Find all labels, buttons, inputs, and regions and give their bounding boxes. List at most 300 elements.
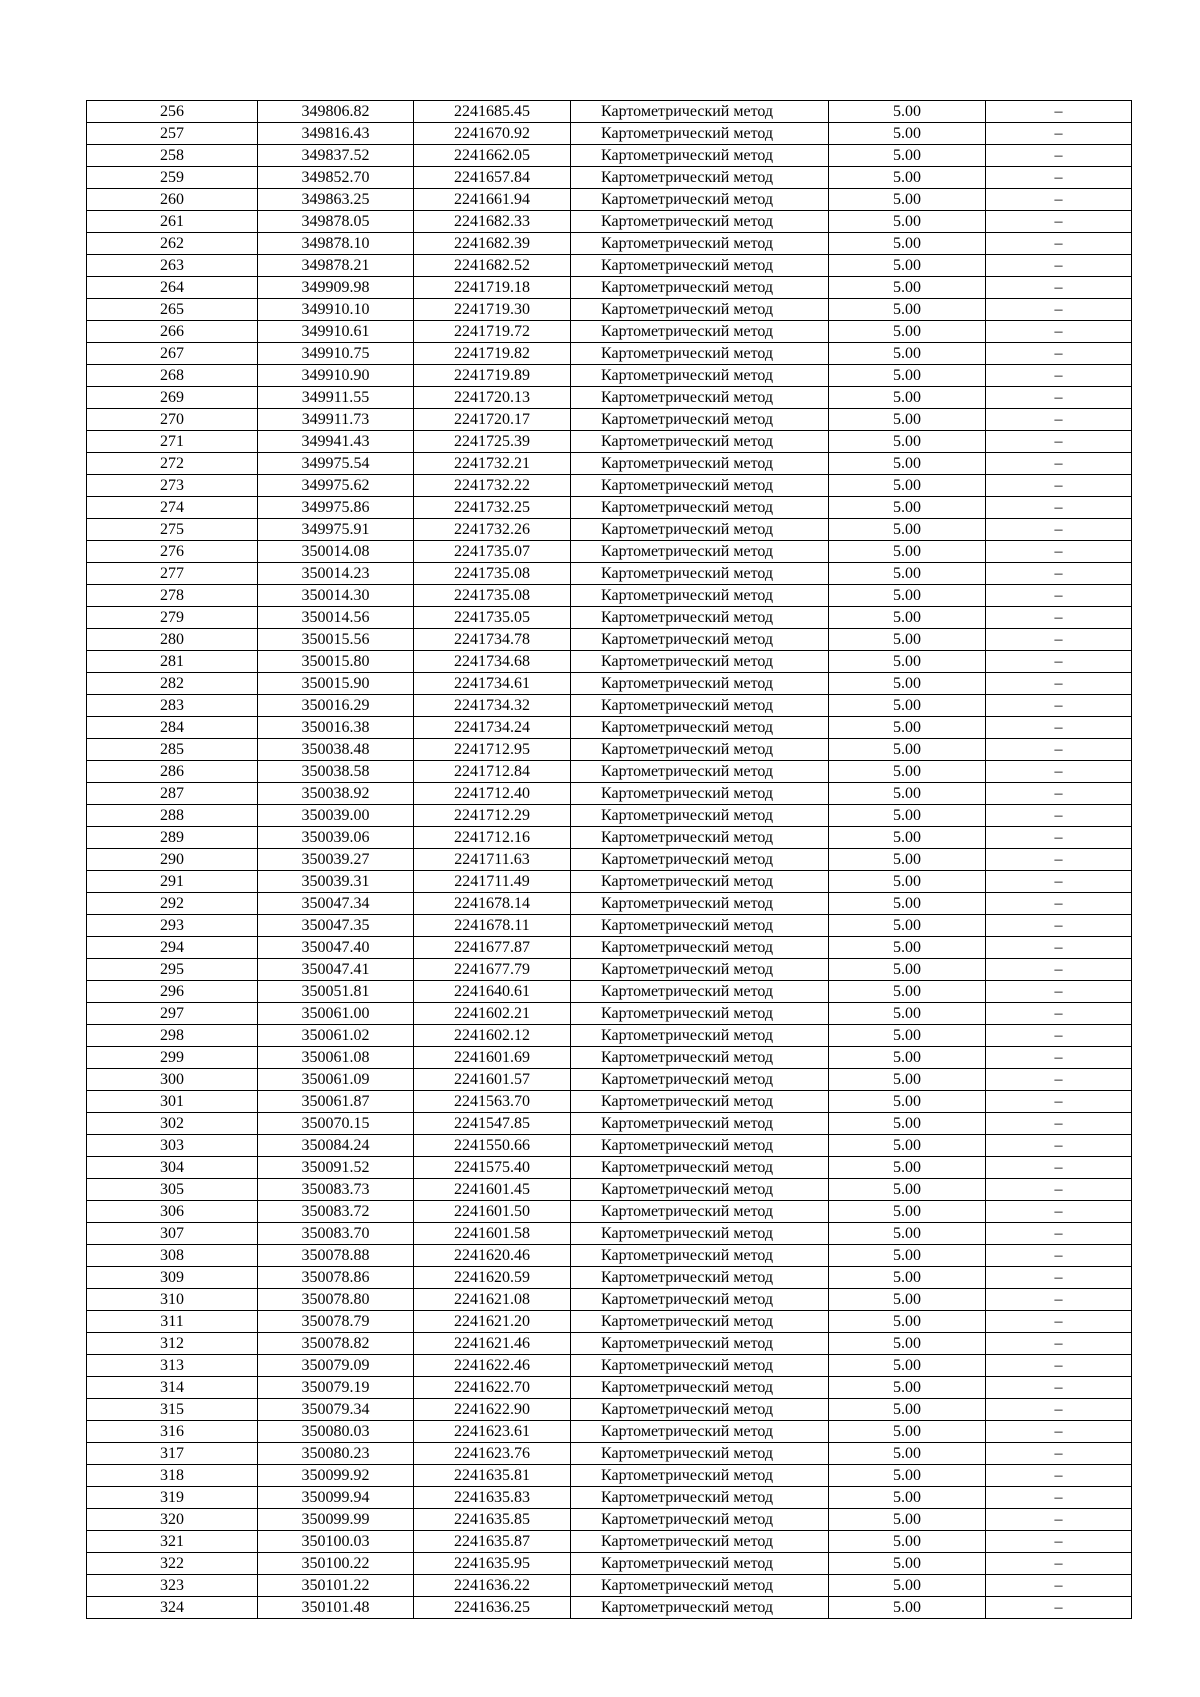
cell-coord-x: 350039.27 bbox=[258, 849, 414, 871]
cell-method: Картометрический метод bbox=[571, 739, 829, 761]
cell-coord-x: 350070.15 bbox=[258, 1113, 414, 1135]
cell-method: Картометрический метод bbox=[571, 1157, 829, 1179]
cell-point-number: 307 bbox=[87, 1223, 258, 1245]
table-row bbox=[87, 563, 1132, 585]
cell-point-number: 267 bbox=[87, 343, 258, 365]
table-row bbox=[87, 761, 1132, 783]
cell-method: Картометрический метод bbox=[571, 189, 829, 211]
cell-coord-x: 350099.99 bbox=[258, 1509, 414, 1531]
cell-accuracy: 5.00 bbox=[829, 761, 986, 783]
table-row bbox=[87, 1069, 1132, 1091]
cell-method: Картометрический метод bbox=[571, 1333, 829, 1355]
table-row bbox=[87, 827, 1132, 849]
cell-point-number: 273 bbox=[87, 475, 258, 497]
cell-note: – bbox=[986, 1399, 1132, 1421]
cell-point-number: 314 bbox=[87, 1377, 258, 1399]
cell-coord-x: 349878.21 bbox=[258, 255, 414, 277]
table-row bbox=[87, 585, 1132, 607]
cell-method: Картометрический метод bbox=[571, 1553, 829, 1575]
cell-point-number: 269 bbox=[87, 387, 258, 409]
cell-accuracy: 5.00 bbox=[829, 805, 986, 827]
cell-coord-y: 2241602.12 bbox=[414, 1025, 571, 1047]
cell-coord-x: 350047.35 bbox=[258, 915, 414, 937]
table-row bbox=[87, 453, 1132, 475]
cell-point-number: 262 bbox=[87, 233, 258, 255]
cell-method: Картометрический метод bbox=[571, 1399, 829, 1421]
cell-method: Картометрический метод bbox=[571, 1311, 829, 1333]
cell-accuracy: 5.00 bbox=[829, 1421, 986, 1443]
cell-method: Картометрический метод bbox=[571, 1135, 829, 1157]
cell-coord-y: 2241622.90 bbox=[414, 1399, 571, 1421]
cell-accuracy: 5.00 bbox=[829, 827, 986, 849]
cell-coord-y: 2241734.68 bbox=[414, 651, 571, 673]
cell-point-number: 302 bbox=[87, 1113, 258, 1135]
cell-note: – bbox=[986, 959, 1132, 981]
cell-method: Картометрический метод bbox=[571, 827, 829, 849]
cell-coord-y: 2241732.25 bbox=[414, 497, 571, 519]
table-row bbox=[87, 1311, 1132, 1333]
cell-method: Картометрический метод bbox=[571, 453, 829, 475]
table-row bbox=[87, 959, 1132, 981]
cell-point-number: 270 bbox=[87, 409, 258, 431]
cell-note: – bbox=[986, 783, 1132, 805]
cell-coord-x: 350061.87 bbox=[258, 1091, 414, 1113]
cell-point-number: 311 bbox=[87, 1311, 258, 1333]
cell-point-number: 315 bbox=[87, 1399, 258, 1421]
cell-coord-x: 349941.43 bbox=[258, 431, 414, 453]
cell-coord-x: 350083.72 bbox=[258, 1201, 414, 1223]
table-row bbox=[87, 475, 1132, 497]
cell-method: Картометрический метод bbox=[571, 717, 829, 739]
cell-note: – bbox=[986, 255, 1132, 277]
cell-point-number: 259 bbox=[87, 167, 258, 189]
cell-coord-y: 2241732.21 bbox=[414, 453, 571, 475]
cell-method: Картометрический метод bbox=[571, 871, 829, 893]
cell-accuracy: 5.00 bbox=[829, 915, 986, 937]
cell-accuracy: 5.00 bbox=[829, 1487, 986, 1509]
cell-accuracy: 5.00 bbox=[829, 1355, 986, 1377]
cell-coord-x: 349910.90 bbox=[258, 365, 414, 387]
cell-method: Картометрический метод bbox=[571, 1179, 829, 1201]
cell-note: – bbox=[986, 189, 1132, 211]
cell-accuracy: 5.00 bbox=[829, 1465, 986, 1487]
cell-method: Картометрический метод bbox=[571, 1597, 829, 1619]
cell-note: – bbox=[986, 849, 1132, 871]
cell-note: – bbox=[986, 123, 1132, 145]
cell-point-number: 265 bbox=[87, 299, 258, 321]
cell-coord-x: 350080.03 bbox=[258, 1421, 414, 1443]
cell-coord-x: 350078.82 bbox=[258, 1333, 414, 1355]
cell-coord-y: 2241547.85 bbox=[414, 1113, 571, 1135]
table-row bbox=[87, 497, 1132, 519]
cell-method: Картометрический метод bbox=[571, 321, 829, 343]
cell-accuracy: 5.00 bbox=[829, 717, 986, 739]
cell-accuracy: 5.00 bbox=[829, 563, 986, 585]
table-row bbox=[87, 673, 1132, 695]
cell-coord-y: 2241661.94 bbox=[414, 189, 571, 211]
cell-method: Картометрический метод bbox=[571, 937, 829, 959]
cell-coord-y: 2241678.14 bbox=[414, 893, 571, 915]
table-row bbox=[87, 519, 1132, 541]
cell-point-number: 308 bbox=[87, 1245, 258, 1267]
cell-coord-y: 2241719.72 bbox=[414, 321, 571, 343]
cell-note: – bbox=[986, 673, 1132, 695]
cell-note: – bbox=[986, 805, 1132, 827]
cell-coord-x: 349878.05 bbox=[258, 211, 414, 233]
cell-point-number: 274 bbox=[87, 497, 258, 519]
table-row bbox=[87, 1289, 1132, 1311]
cell-point-number: 293 bbox=[87, 915, 258, 937]
cell-coord-y: 2241657.84 bbox=[414, 167, 571, 189]
cell-accuracy: 5.00 bbox=[829, 145, 986, 167]
cell-note: – bbox=[986, 1355, 1132, 1377]
cell-method: Картометрический метод bbox=[571, 1113, 829, 1135]
cell-accuracy: 5.00 bbox=[829, 1091, 986, 1113]
cell-coord-x: 349910.61 bbox=[258, 321, 414, 343]
cell-coord-x: 349975.54 bbox=[258, 453, 414, 475]
cell-method: Картометрический метод bbox=[571, 1377, 829, 1399]
cell-coord-y: 2241620.59 bbox=[414, 1267, 571, 1289]
cell-accuracy: 5.00 bbox=[829, 783, 986, 805]
cell-accuracy: 5.00 bbox=[829, 1179, 986, 1201]
cell-accuracy: 5.00 bbox=[829, 475, 986, 497]
cell-coord-x: 350051.81 bbox=[258, 981, 414, 1003]
cell-method: Картометрический метод bbox=[571, 673, 829, 695]
cell-note: – bbox=[986, 1091, 1132, 1113]
cell-accuracy: 5.00 bbox=[829, 1443, 986, 1465]
cell-note: – bbox=[986, 915, 1132, 937]
cell-coord-y: 2241677.87 bbox=[414, 937, 571, 959]
cell-accuracy: 5.00 bbox=[829, 1223, 986, 1245]
table-row bbox=[87, 1025, 1132, 1047]
cell-method: Картометрический метод bbox=[571, 695, 829, 717]
cell-point-number: 313 bbox=[87, 1355, 258, 1377]
table-row bbox=[87, 1487, 1132, 1509]
cell-method: Картометрический метод bbox=[571, 1355, 829, 1377]
cell-coord-y: 2241635.87 bbox=[414, 1531, 571, 1553]
cell-coord-x: 350047.34 bbox=[258, 893, 414, 915]
cell-point-number: 271 bbox=[87, 431, 258, 453]
cell-accuracy: 5.00 bbox=[829, 255, 986, 277]
table-row bbox=[87, 1179, 1132, 1201]
cell-point-number: 305 bbox=[87, 1179, 258, 1201]
cell-coord-x: 350047.40 bbox=[258, 937, 414, 959]
cell-note: – bbox=[986, 1223, 1132, 1245]
cell-point-number: 281 bbox=[87, 651, 258, 673]
cell-method: Картометрический метод bbox=[571, 1487, 829, 1509]
cell-accuracy: 5.00 bbox=[829, 673, 986, 695]
cell-note: – bbox=[986, 1267, 1132, 1289]
cell-point-number: 261 bbox=[87, 211, 258, 233]
cell-note: – bbox=[986, 1311, 1132, 1333]
cell-method: Картометрический метод bbox=[571, 1025, 829, 1047]
cell-method: Картометрический метод bbox=[571, 475, 829, 497]
cell-coord-y: 2241601.45 bbox=[414, 1179, 571, 1201]
table-row bbox=[87, 937, 1132, 959]
cell-coord-y: 2241622.70 bbox=[414, 1377, 571, 1399]
cell-accuracy: 5.00 bbox=[829, 387, 986, 409]
cell-accuracy: 5.00 bbox=[829, 849, 986, 871]
cell-coord-x: 350014.56 bbox=[258, 607, 414, 629]
cell-point-number: 290 bbox=[87, 849, 258, 871]
cell-coord-x: 350038.48 bbox=[258, 739, 414, 761]
cell-method: Картометрический метод bbox=[571, 585, 829, 607]
cell-accuracy: 5.00 bbox=[829, 1267, 986, 1289]
cell-coord-y: 2241635.81 bbox=[414, 1465, 571, 1487]
cell-point-number: 294 bbox=[87, 937, 258, 959]
cell-coord-y: 2241735.07 bbox=[414, 541, 571, 563]
table-row bbox=[87, 387, 1132, 409]
cell-accuracy: 5.00 bbox=[829, 277, 986, 299]
cell-point-number: 279 bbox=[87, 607, 258, 629]
cell-coord-y: 2241719.89 bbox=[414, 365, 571, 387]
cell-note: – bbox=[986, 739, 1132, 761]
cell-point-number: 268 bbox=[87, 365, 258, 387]
cell-coord-x: 350061.08 bbox=[258, 1047, 414, 1069]
table-row bbox=[87, 255, 1132, 277]
table-row bbox=[87, 717, 1132, 739]
cell-coord-y: 2241602.21 bbox=[414, 1003, 571, 1025]
cell-point-number: 266 bbox=[87, 321, 258, 343]
cell-note: – bbox=[986, 1245, 1132, 1267]
cell-coord-x: 349806.82 bbox=[258, 101, 414, 123]
table-row bbox=[87, 101, 1132, 123]
cell-coord-y: 2241735.08 bbox=[414, 585, 571, 607]
cell-method: Картометрический метод bbox=[571, 145, 829, 167]
table-row bbox=[87, 365, 1132, 387]
cell-note: – bbox=[986, 1333, 1132, 1355]
cell-accuracy: 5.00 bbox=[829, 893, 986, 915]
cell-point-number: 318 bbox=[87, 1465, 258, 1487]
cell-coord-y: 2241712.95 bbox=[414, 739, 571, 761]
cell-coord-x: 350015.56 bbox=[258, 629, 414, 651]
cell-method: Картометрический метод bbox=[571, 1509, 829, 1531]
cell-coord-x: 350038.58 bbox=[258, 761, 414, 783]
table-row bbox=[87, 893, 1132, 915]
cell-accuracy: 5.00 bbox=[829, 1553, 986, 1575]
cell-note: – bbox=[986, 981, 1132, 1003]
cell-accuracy: 5.00 bbox=[829, 123, 986, 145]
table-row bbox=[87, 1377, 1132, 1399]
table-row bbox=[87, 1443, 1132, 1465]
cell-coord-y: 2241711.63 bbox=[414, 849, 571, 871]
cell-point-number: 301 bbox=[87, 1091, 258, 1113]
cell-point-number: 263 bbox=[87, 255, 258, 277]
cell-point-number: 280 bbox=[87, 629, 258, 651]
cell-note: – bbox=[986, 937, 1132, 959]
cell-point-number: 316 bbox=[87, 1421, 258, 1443]
table-row bbox=[87, 1157, 1132, 1179]
cell-method: Картометрический метод bbox=[571, 1091, 829, 1113]
cell-point-number: 319 bbox=[87, 1487, 258, 1509]
cell-coord-x: 349911.73 bbox=[258, 409, 414, 431]
cell-accuracy: 5.00 bbox=[829, 365, 986, 387]
cell-point-number: 324 bbox=[87, 1597, 258, 1619]
cell-coord-y: 2241601.50 bbox=[414, 1201, 571, 1223]
cell-method: Картометрический метод bbox=[571, 519, 829, 541]
table-row bbox=[87, 629, 1132, 651]
cell-note: – bbox=[986, 871, 1132, 893]
cell-coord-x: 350061.09 bbox=[258, 1069, 414, 1091]
cell-note: – bbox=[986, 1377, 1132, 1399]
cell-coord-x: 350039.31 bbox=[258, 871, 414, 893]
table-row bbox=[87, 1531, 1132, 1553]
cell-accuracy: 5.00 bbox=[829, 497, 986, 519]
cell-point-number: 317 bbox=[87, 1443, 258, 1465]
cell-method: Картометрический метод bbox=[571, 783, 829, 805]
cell-accuracy: 5.00 bbox=[829, 1531, 986, 1553]
cell-point-number: 320 bbox=[87, 1509, 258, 1531]
cell-accuracy: 5.00 bbox=[829, 1003, 986, 1025]
cell-coord-y: 2241735.08 bbox=[414, 563, 571, 585]
cell-coord-x: 349852.70 bbox=[258, 167, 414, 189]
cell-method: Картометрический метод bbox=[571, 849, 829, 871]
cell-coord-y: 2241601.58 bbox=[414, 1223, 571, 1245]
cell-coord-x: 350080.23 bbox=[258, 1443, 414, 1465]
cell-accuracy: 5.00 bbox=[829, 739, 986, 761]
table-row bbox=[87, 849, 1132, 871]
cell-coord-x: 350101.48 bbox=[258, 1597, 414, 1619]
coordinates-table-body bbox=[87, 101, 1132, 1619]
cell-accuracy: 5.00 bbox=[829, 1509, 986, 1531]
cell-accuracy: 5.00 bbox=[829, 1399, 986, 1421]
cell-point-number: 304 bbox=[87, 1157, 258, 1179]
cell-point-number: 297 bbox=[87, 1003, 258, 1025]
cell-coord-y: 2241635.85 bbox=[414, 1509, 571, 1531]
cell-accuracy: 5.00 bbox=[829, 453, 986, 475]
cell-coord-y: 2241712.29 bbox=[414, 805, 571, 827]
table-row bbox=[87, 145, 1132, 167]
cell-note: – bbox=[986, 1597, 1132, 1619]
cell-coord-x: 349837.52 bbox=[258, 145, 414, 167]
cell-coord-x: 349909.98 bbox=[258, 277, 414, 299]
cell-accuracy: 5.00 bbox=[829, 1069, 986, 1091]
cell-point-number: 295 bbox=[87, 959, 258, 981]
cell-method: Картометрический метод bbox=[571, 431, 829, 453]
cell-coord-y: 2241636.22 bbox=[414, 1575, 571, 1597]
cell-coord-x: 350079.09 bbox=[258, 1355, 414, 1377]
table-row bbox=[87, 409, 1132, 431]
cell-method: Картометрический метод bbox=[571, 915, 829, 937]
cell-note: – bbox=[986, 1179, 1132, 1201]
table-row bbox=[87, 541, 1132, 563]
cell-method: Картометрический метод bbox=[571, 365, 829, 387]
cell-accuracy: 5.00 bbox=[829, 1201, 986, 1223]
cell-accuracy: 5.00 bbox=[829, 981, 986, 1003]
cell-note: – bbox=[986, 145, 1132, 167]
cell-method: Картометрический метод bbox=[571, 211, 829, 233]
cell-note: – bbox=[986, 167, 1132, 189]
cell-method: Картометрический метод bbox=[571, 343, 829, 365]
cell-method: Картометрический метод bbox=[571, 1069, 829, 1091]
cell-point-number: 282 bbox=[87, 673, 258, 695]
cell-point-number: 312 bbox=[87, 1333, 258, 1355]
cell-note: – bbox=[986, 1047, 1132, 1069]
cell-accuracy: 5.00 bbox=[829, 409, 986, 431]
cell-coord-y: 2241720.17 bbox=[414, 409, 571, 431]
cell-note: – bbox=[986, 343, 1132, 365]
cell-note: – bbox=[986, 827, 1132, 849]
cell-method: Картометрический метод bbox=[571, 101, 829, 123]
table-row bbox=[87, 1597, 1132, 1619]
cell-method: Картометрический метод bbox=[571, 1575, 829, 1597]
cell-method: Картометрический метод bbox=[571, 1201, 829, 1223]
table-row bbox=[87, 167, 1132, 189]
table-row bbox=[87, 1355, 1132, 1377]
cell-coord-x: 349975.62 bbox=[258, 475, 414, 497]
cell-method: Картометрический метод bbox=[571, 1465, 829, 1487]
cell-coord-x: 350061.00 bbox=[258, 1003, 414, 1025]
cell-accuracy: 5.00 bbox=[829, 519, 986, 541]
cell-note: – bbox=[986, 1443, 1132, 1465]
cell-coord-x: 350083.70 bbox=[258, 1223, 414, 1245]
cell-accuracy: 5.00 bbox=[829, 585, 986, 607]
table-row bbox=[87, 211, 1132, 233]
cell-point-number: 284 bbox=[87, 717, 258, 739]
table-row bbox=[87, 1201, 1132, 1223]
cell-point-number: 276 bbox=[87, 541, 258, 563]
cell-note: – bbox=[986, 1003, 1132, 1025]
cell-accuracy: 5.00 bbox=[829, 695, 986, 717]
cell-coord-y: 2241732.26 bbox=[414, 519, 571, 541]
cell-coord-x: 350014.23 bbox=[258, 563, 414, 585]
cell-accuracy: 5.00 bbox=[829, 959, 986, 981]
cell-accuracy: 5.00 bbox=[829, 1135, 986, 1157]
cell-method: Картометрический метод bbox=[571, 233, 829, 255]
table-row bbox=[87, 1465, 1132, 1487]
cell-accuracy: 5.00 bbox=[829, 101, 986, 123]
cell-note: – bbox=[986, 1553, 1132, 1575]
cell-method: Картометрический метод bbox=[571, 277, 829, 299]
table-row bbox=[87, 189, 1132, 211]
cell-accuracy: 5.00 bbox=[829, 431, 986, 453]
cell-method: Картометрический метод bbox=[571, 497, 829, 519]
cell-accuracy: 5.00 bbox=[829, 871, 986, 893]
cell-coord-x: 350078.80 bbox=[258, 1289, 414, 1311]
coordinates-table bbox=[86, 100, 1132, 1619]
table-row bbox=[87, 277, 1132, 299]
cell-method: Картометрический метод bbox=[571, 959, 829, 981]
cell-coord-y: 2241621.46 bbox=[414, 1333, 571, 1355]
cell-point-number: 322 bbox=[87, 1553, 258, 1575]
cell-point-number: 285 bbox=[87, 739, 258, 761]
cell-coord-y: 2241732.22 bbox=[414, 475, 571, 497]
cell-point-number: 272 bbox=[87, 453, 258, 475]
table-row bbox=[87, 695, 1132, 717]
table-row bbox=[87, 299, 1132, 321]
table-row bbox=[87, 1553, 1132, 1575]
cell-method: Картометрический метод bbox=[571, 651, 829, 673]
cell-coord-y: 2241621.08 bbox=[414, 1289, 571, 1311]
table-row bbox=[87, 1047, 1132, 1069]
cell-coord-y: 2241621.20 bbox=[414, 1311, 571, 1333]
cell-accuracy: 5.00 bbox=[829, 1333, 986, 1355]
cell-coord-y: 2241682.39 bbox=[414, 233, 571, 255]
cell-note: – bbox=[986, 761, 1132, 783]
cell-note: – bbox=[986, 1487, 1132, 1509]
cell-method: Картометрический метод bbox=[571, 1003, 829, 1025]
cell-method: Картометрический метод bbox=[571, 1245, 829, 1267]
cell-coord-y: 2241682.52 bbox=[414, 255, 571, 277]
cell-point-number: 278 bbox=[87, 585, 258, 607]
cell-accuracy: 5.00 bbox=[829, 1025, 986, 1047]
cell-coord-x: 349863.25 bbox=[258, 189, 414, 211]
table-row bbox=[87, 1399, 1132, 1421]
cell-coord-x: 350047.41 bbox=[258, 959, 414, 981]
cell-point-number: 258 bbox=[87, 145, 258, 167]
cell-point-number: 309 bbox=[87, 1267, 258, 1289]
cell-coord-y: 2241622.46 bbox=[414, 1355, 571, 1377]
